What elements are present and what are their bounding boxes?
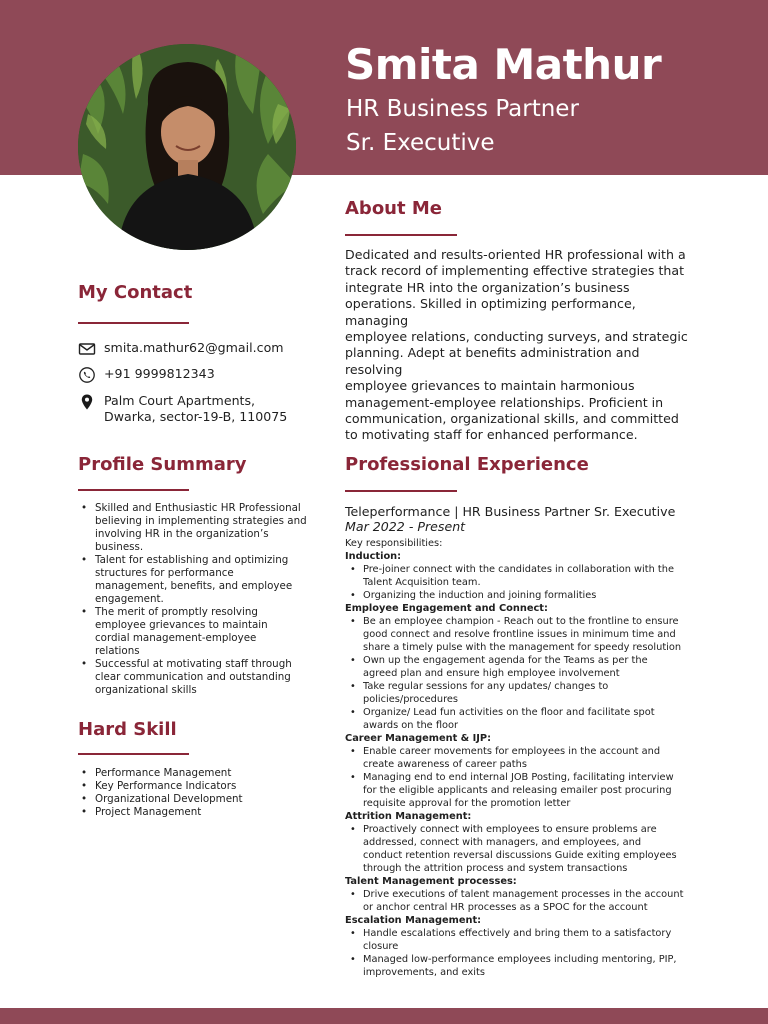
list-item-line: share a timely pulse with the management for speedy resolution [363, 642, 682, 653]
about-heading: About Me [345, 198, 442, 219]
address-line2: Dwarka, sector-19-B, 110075 [104, 409, 288, 424]
list-item-line: • Organizing the induction and joining formalities [363, 590, 597, 601]
about-line: employee grievances to maintain harmonious [345, 378, 635, 394]
about-line: Dedicated and results-oriented HR professional with a [345, 247, 686, 262]
experience-date: Mar 2022 - Present [345, 519, 466, 534]
list-item-line: • Skilled and Enthusiastic HR Professional [95, 502, 301, 514]
section-list [345, 745, 715, 810]
section-label: Employee Engagement and Connect: [345, 603, 548, 614]
skill-label: • Key Performance Indicators [95, 780, 237, 792]
list-item-line: closure [363, 941, 399, 952]
list-item-line: • Organize/ Lead fun activities on the floor and facilitate spot [363, 707, 655, 718]
list-item-line: for the eligible applicants and releasing emailer post procuring [363, 785, 672, 796]
list-item-line: business. [95, 541, 144, 553]
list-item-line: requisite approval for the promotion letter [363, 798, 571, 809]
list-item-line: • Handle escalations effectively and bring them to a satisfactory [363, 928, 672, 939]
section-list [345, 927, 715, 979]
address-line1: Palm Court Apartments, [104, 393, 256, 408]
section-label: Attrition Management: [345, 811, 472, 822]
skill-label: • Organizational Development [95, 793, 243, 805]
list-item [345, 927, 715, 953]
experience-intro: Key responsibilities: [345, 538, 443, 549]
list-item [345, 563, 715, 589]
envelope-icon [78, 340, 96, 358]
about-line: track record of implementing effective strategies that [345, 263, 685, 279]
list-item-line: • Pre-joiner connect with the candidates in collaboration with the [363, 564, 675, 575]
list-item [345, 771, 715, 810]
section-list [345, 615, 715, 732]
list-item-line: policies/procedures [363, 694, 459, 705]
list-item [345, 615, 715, 654]
about-line: managing [345, 312, 409, 328]
about-line: planning. Adept at benefits administration and [345, 345, 640, 361]
about-line: communication, organizational skills, and committed [345, 411, 679, 427]
contact-address [78, 393, 287, 425]
list-item-line: addressed, connect with managers, and employees, and [363, 837, 642, 848]
list-item-line: employee grievances to maintain [95, 619, 268, 631]
list-item-line: • Be an employee champion - Reach out to the frontline to ensure [363, 616, 679, 627]
list-item [78, 806, 243, 819]
list-item-line: agreed plan and ensure high employee involvement [363, 668, 620, 679]
list-item [78, 554, 307, 606]
list-item-line: • Talent for establishing and optimizing [95, 554, 289, 566]
list-item-line: awards on the floor [363, 720, 459, 731]
skill-label: • Performance Management [95, 767, 232, 779]
list-item-line: • The merit of promptly resolving [95, 606, 258, 618]
email-text[interactable]: smita.mathur62@gmail.com [104, 340, 284, 355]
about-divider [345, 234, 457, 236]
section-list [345, 888, 715, 914]
list-item-line: • Drive executions of talent management processes in the account [363, 889, 684, 900]
list-item-line: believing in implementing strategies and [95, 515, 307, 527]
phone-icon [78, 366, 96, 384]
list-item [345, 680, 715, 706]
section-list [345, 823, 715, 875]
list-item-line: • Proactively connect with employees to ensure problems are [363, 824, 657, 835]
about-line: management-employee relationships. Proficient in [345, 394, 664, 410]
section-label: Talent Management processes: [345, 876, 517, 887]
list-item-line: • Managing end to end internal JOB Posting, facilitating interview [363, 772, 674, 783]
contact-heading: My Contact [78, 282, 193, 303]
list-item [345, 589, 715, 602]
list-item-line: cordial management-employee [95, 632, 257, 644]
about-line: operations. Skilled in optimizing performance, [345, 296, 636, 312]
list-item-line: management, benefits, and employee [95, 580, 293, 592]
section-label: Induction: [345, 551, 402, 562]
list-item-line: Talent Acquisition team. [363, 577, 481, 588]
list-item [345, 953, 715, 979]
contact-divider [78, 322, 189, 324]
list-item-line: • Successful at motivating staff through [95, 658, 292, 670]
list-item-line: improvements, and exits [363, 967, 485, 978]
experience-divider [345, 490, 457, 492]
list-item [78, 658, 307, 697]
about-line: integrate HR into the organization’s business [345, 279, 630, 295]
experience-entry [345, 504, 715, 979]
profile-summary-heading: Profile Summary [78, 454, 247, 475]
list-item-line: conduct retention reversal discussions Guide exiting employees [363, 850, 677, 861]
list-item-line: through the attrition process and system transactions [363, 863, 628, 874]
hard-skill-divider [78, 753, 189, 755]
list-item [78, 606, 307, 658]
list-item-line: engagement. [95, 593, 164, 605]
section-label: Career Management & IJP: [345, 733, 492, 744]
list-item [78, 502, 307, 554]
list-item [345, 823, 715, 875]
contact-email[interactable] [78, 340, 284, 358]
list-item [78, 767, 243, 780]
about-line: resolving [345, 361, 403, 377]
profile-summary-list [78, 502, 307, 697]
list-item-line: • Enable career movements for employees in the account and [363, 746, 661, 757]
hard-skill-list [78, 767, 243, 819]
hard-skill-heading: Hard Skill [78, 719, 177, 740]
profile-photo [78, 44, 296, 250]
profile-summary-divider [78, 489, 189, 491]
list-item [78, 793, 243, 806]
about-line: employee relations, conducting surveys, and strategic [345, 329, 688, 345]
list-item [345, 745, 715, 771]
list-item-line: good connect and resolve frontline issues in minimum time and [363, 629, 676, 640]
about-line: to motivating staff for enhanced performance. [345, 427, 638, 443]
list-item-line: • Own up the engagement agenda for the Teams as per the [363, 655, 648, 666]
list-item-line: relations [95, 645, 140, 657]
list-item-line: create awareness of career paths [363, 759, 527, 770]
section-label: Escalation Management: [345, 915, 482, 926]
job-title-line2: Sr. Executive [346, 130, 495, 156]
about-text [345, 247, 705, 444]
contact-phone[interactable] [78, 366, 215, 384]
list-item-line: structures for performance [95, 567, 234, 579]
job-title-line1: HR Business Partner [346, 96, 579, 122]
list-item-line: organizational skills [95, 684, 197, 696]
footer-band [0, 1008, 768, 1024]
list-item-line: involving HR in the organization’s [95, 528, 269, 540]
list-item [345, 888, 715, 914]
experience-title: Teleperformance | HR Business Partner Sr. Executive [345, 504, 676, 519]
list-item-line: • Managed low-performance employees including mentoring, PIP, [363, 954, 677, 965]
list-item [345, 654, 715, 680]
list-item [78, 780, 243, 793]
section-list [345, 563, 715, 602]
phone-text[interactable]: +91 9999812343 [104, 366, 215, 381]
list-item-line: • Take regular sessions for any updates/ changes to [363, 681, 609, 692]
experience-heading: Professional Experience [345, 454, 589, 475]
skill-label: • Project Management [95, 806, 202, 818]
location-pin-icon [78, 393, 96, 411]
candidate-name: Smita Mathur [345, 40, 662, 89]
list-item [345, 706, 715, 732]
list-item-line: or anchor central HR processes as a SPOC for the account [363, 902, 648, 913]
list-item-line: clear communication and outstanding [95, 671, 291, 683]
